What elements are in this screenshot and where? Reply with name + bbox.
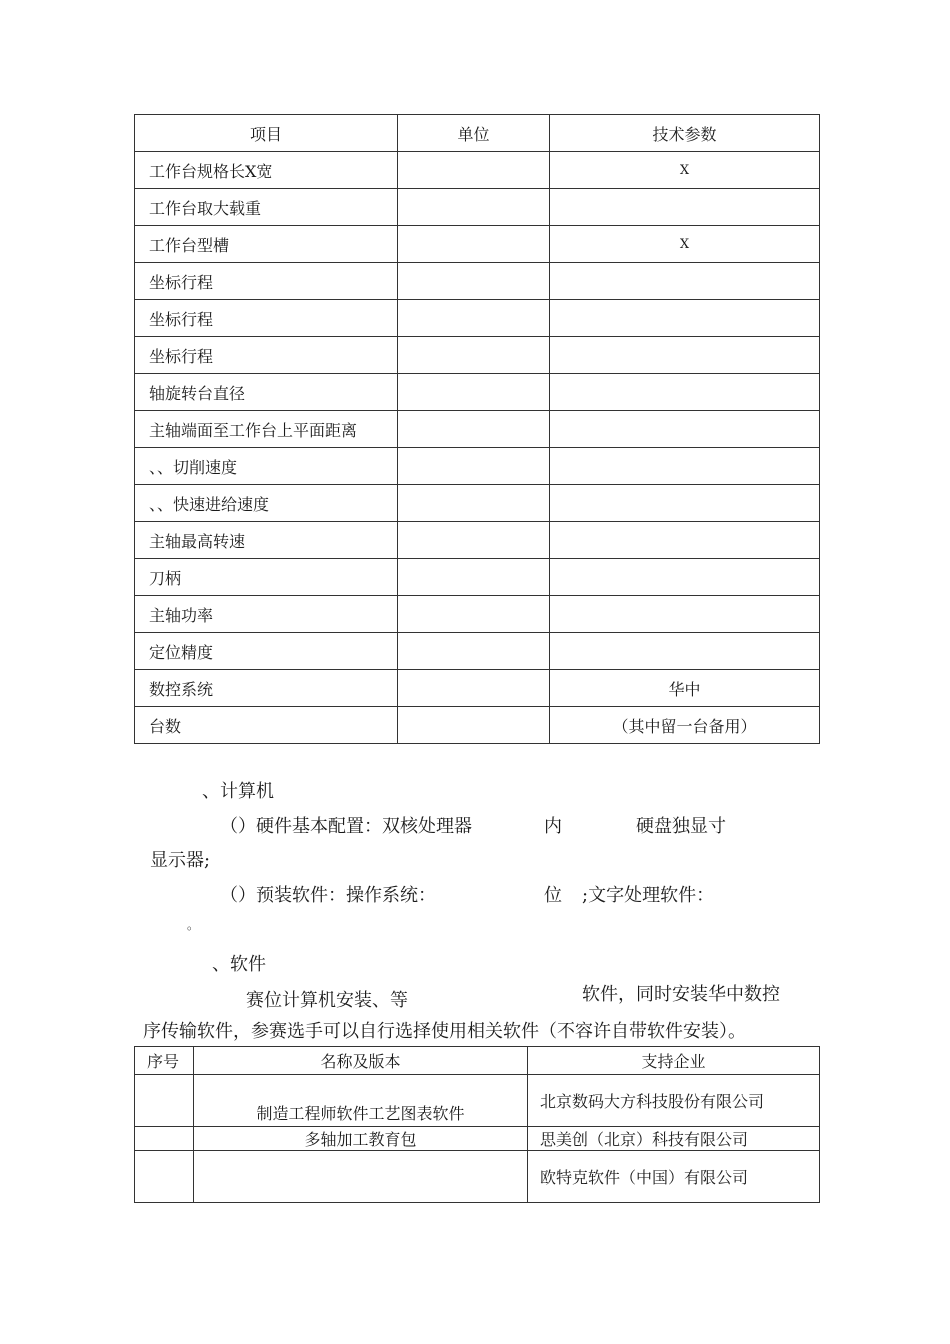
row-param — [550, 411, 820, 448]
row-unit — [398, 300, 550, 337]
table-row — [135, 374, 820, 411]
table-row — [135, 633, 820, 670]
table-row — [135, 670, 820, 707]
table-row — [135, 300, 820, 337]
row-unit — [398, 337, 550, 374]
row-unit — [398, 374, 550, 411]
hardware-disk-text: 硬盘独显寸 — [636, 816, 726, 837]
row-param: X — [550, 226, 820, 263]
row-unit — [398, 189, 550, 226]
row-item: 主轴功率 — [135, 596, 398, 633]
row-no — [135, 1127, 194, 1151]
header-no: 序号 — [135, 1047, 194, 1075]
table-row — [135, 485, 820, 522]
header-company: 支持企业 — [528, 1047, 820, 1075]
row-param — [550, 596, 820, 633]
row-company: 北京数码大方科技股份有限公司 — [528, 1075, 820, 1127]
row-unit — [398, 152, 550, 189]
row-param — [550, 485, 820, 522]
software-paragraph-mid: 软件，同时安装华中数控 — [582, 984, 780, 1005]
header-unit: 单位 — [398, 115, 550, 152]
table-row — [135, 337, 820, 374]
spec-table-header — [135, 115, 820, 152]
header-item: 项目 — [135, 115, 398, 152]
row-item: 台数 — [135, 707, 398, 744]
table-row — [135, 559, 820, 596]
row-item: 数控系统 — [135, 670, 398, 707]
row-param — [550, 633, 820, 670]
row-item: 轴旋转台直径 — [135, 374, 398, 411]
row-param — [550, 189, 820, 226]
row-param — [550, 522, 820, 559]
row-unit — [398, 559, 550, 596]
row-unit — [398, 707, 550, 744]
table-row — [135, 189, 820, 226]
header-param: 技术参数 — [550, 115, 820, 152]
header-name: 名称及版本 — [194, 1047, 528, 1075]
row-name — [194, 1151, 528, 1203]
table-row — [135, 1151, 820, 1203]
row-item: 坐标行程 — [135, 300, 398, 337]
row-param: 华中 — [550, 670, 820, 707]
row-item: 主轴端面至工作台上平面距离 — [135, 411, 398, 448]
table-row — [135, 411, 820, 448]
row-item: 工作台取大载重 — [135, 189, 398, 226]
row-param — [550, 374, 820, 411]
row-unit — [398, 263, 550, 300]
row-param — [550, 263, 820, 300]
row-item: 坐标行程 — [135, 337, 398, 374]
software-paragraph-end: 序传输软件，参赛选手可以自行选择使用相关软件（不容许自带软件安装）。 — [143, 1021, 746, 1042]
row-item: 定位精度 — [135, 633, 398, 670]
software-paragraph-start: 赛位计算机安装、等 — [246, 990, 408, 1011]
row-unit — [398, 670, 550, 707]
row-company: 思美创（北京）科技有限公司 — [528, 1127, 820, 1151]
table-row — [135, 1075, 820, 1127]
table-row — [135, 226, 820, 263]
row-item: 工作台型槽 — [135, 226, 398, 263]
word-processor-text: ;文字处理软件： — [582, 885, 715, 906]
row-name: 多轴加工教育包 — [194, 1127, 528, 1151]
row-item: 坐标行程 — [135, 263, 398, 300]
row-unit — [398, 596, 550, 633]
table-row — [135, 152, 820, 189]
software-table — [134, 1046, 820, 1203]
end-mark: 。 — [187, 918, 200, 932]
row-unit — [398, 633, 550, 670]
row-item: 主轴最高转速 — [135, 522, 398, 559]
table-row — [135, 522, 820, 559]
software-heading: 、软件 — [212, 954, 266, 975]
preinstalled-software-text: （）预装软件：操作系统： — [220, 885, 436, 906]
table-row — [135, 263, 820, 300]
table-row — [135, 596, 820, 633]
row-unit — [398, 226, 550, 263]
row-unit — [398, 411, 550, 448]
equipment-spec-table — [134, 114, 820, 744]
row-param — [550, 337, 820, 374]
software-table-header — [135, 1047, 820, 1075]
row-item: 、、快速进给速度 — [135, 485, 398, 522]
hardware-memory-text: 内 — [544, 816, 562, 837]
row-param — [550, 300, 820, 337]
row-no — [135, 1151, 194, 1203]
row-name: 制造工程师软件工艺图表软件 — [194, 1075, 528, 1127]
row-unit — [398, 448, 550, 485]
row-company: 欧特克软件（中国）有限公司 — [528, 1151, 820, 1203]
os-bit-text: 位 — [544, 885, 562, 906]
row-param: X — [550, 152, 820, 189]
computer-heading: 、计算机 — [202, 781, 274, 802]
table-row — [135, 707, 820, 744]
row-item: 、、切削速度 — [135, 448, 398, 485]
row-unit — [398, 522, 550, 559]
row-param: （其中留一台备用） — [550, 707, 820, 744]
row-item: 工作台规格长X宽 — [135, 152, 398, 189]
table-row — [135, 448, 820, 485]
row-param — [550, 559, 820, 596]
row-unit — [398, 485, 550, 522]
row-no — [135, 1075, 194, 1127]
hardware-display-text: 显示器; — [150, 850, 211, 871]
row-item: 刀柄 — [135, 559, 398, 596]
table-row — [135, 1127, 820, 1151]
row-param — [550, 448, 820, 485]
hardware-config-text: （）硬件基本配置：双核处理器 — [220, 816, 472, 837]
